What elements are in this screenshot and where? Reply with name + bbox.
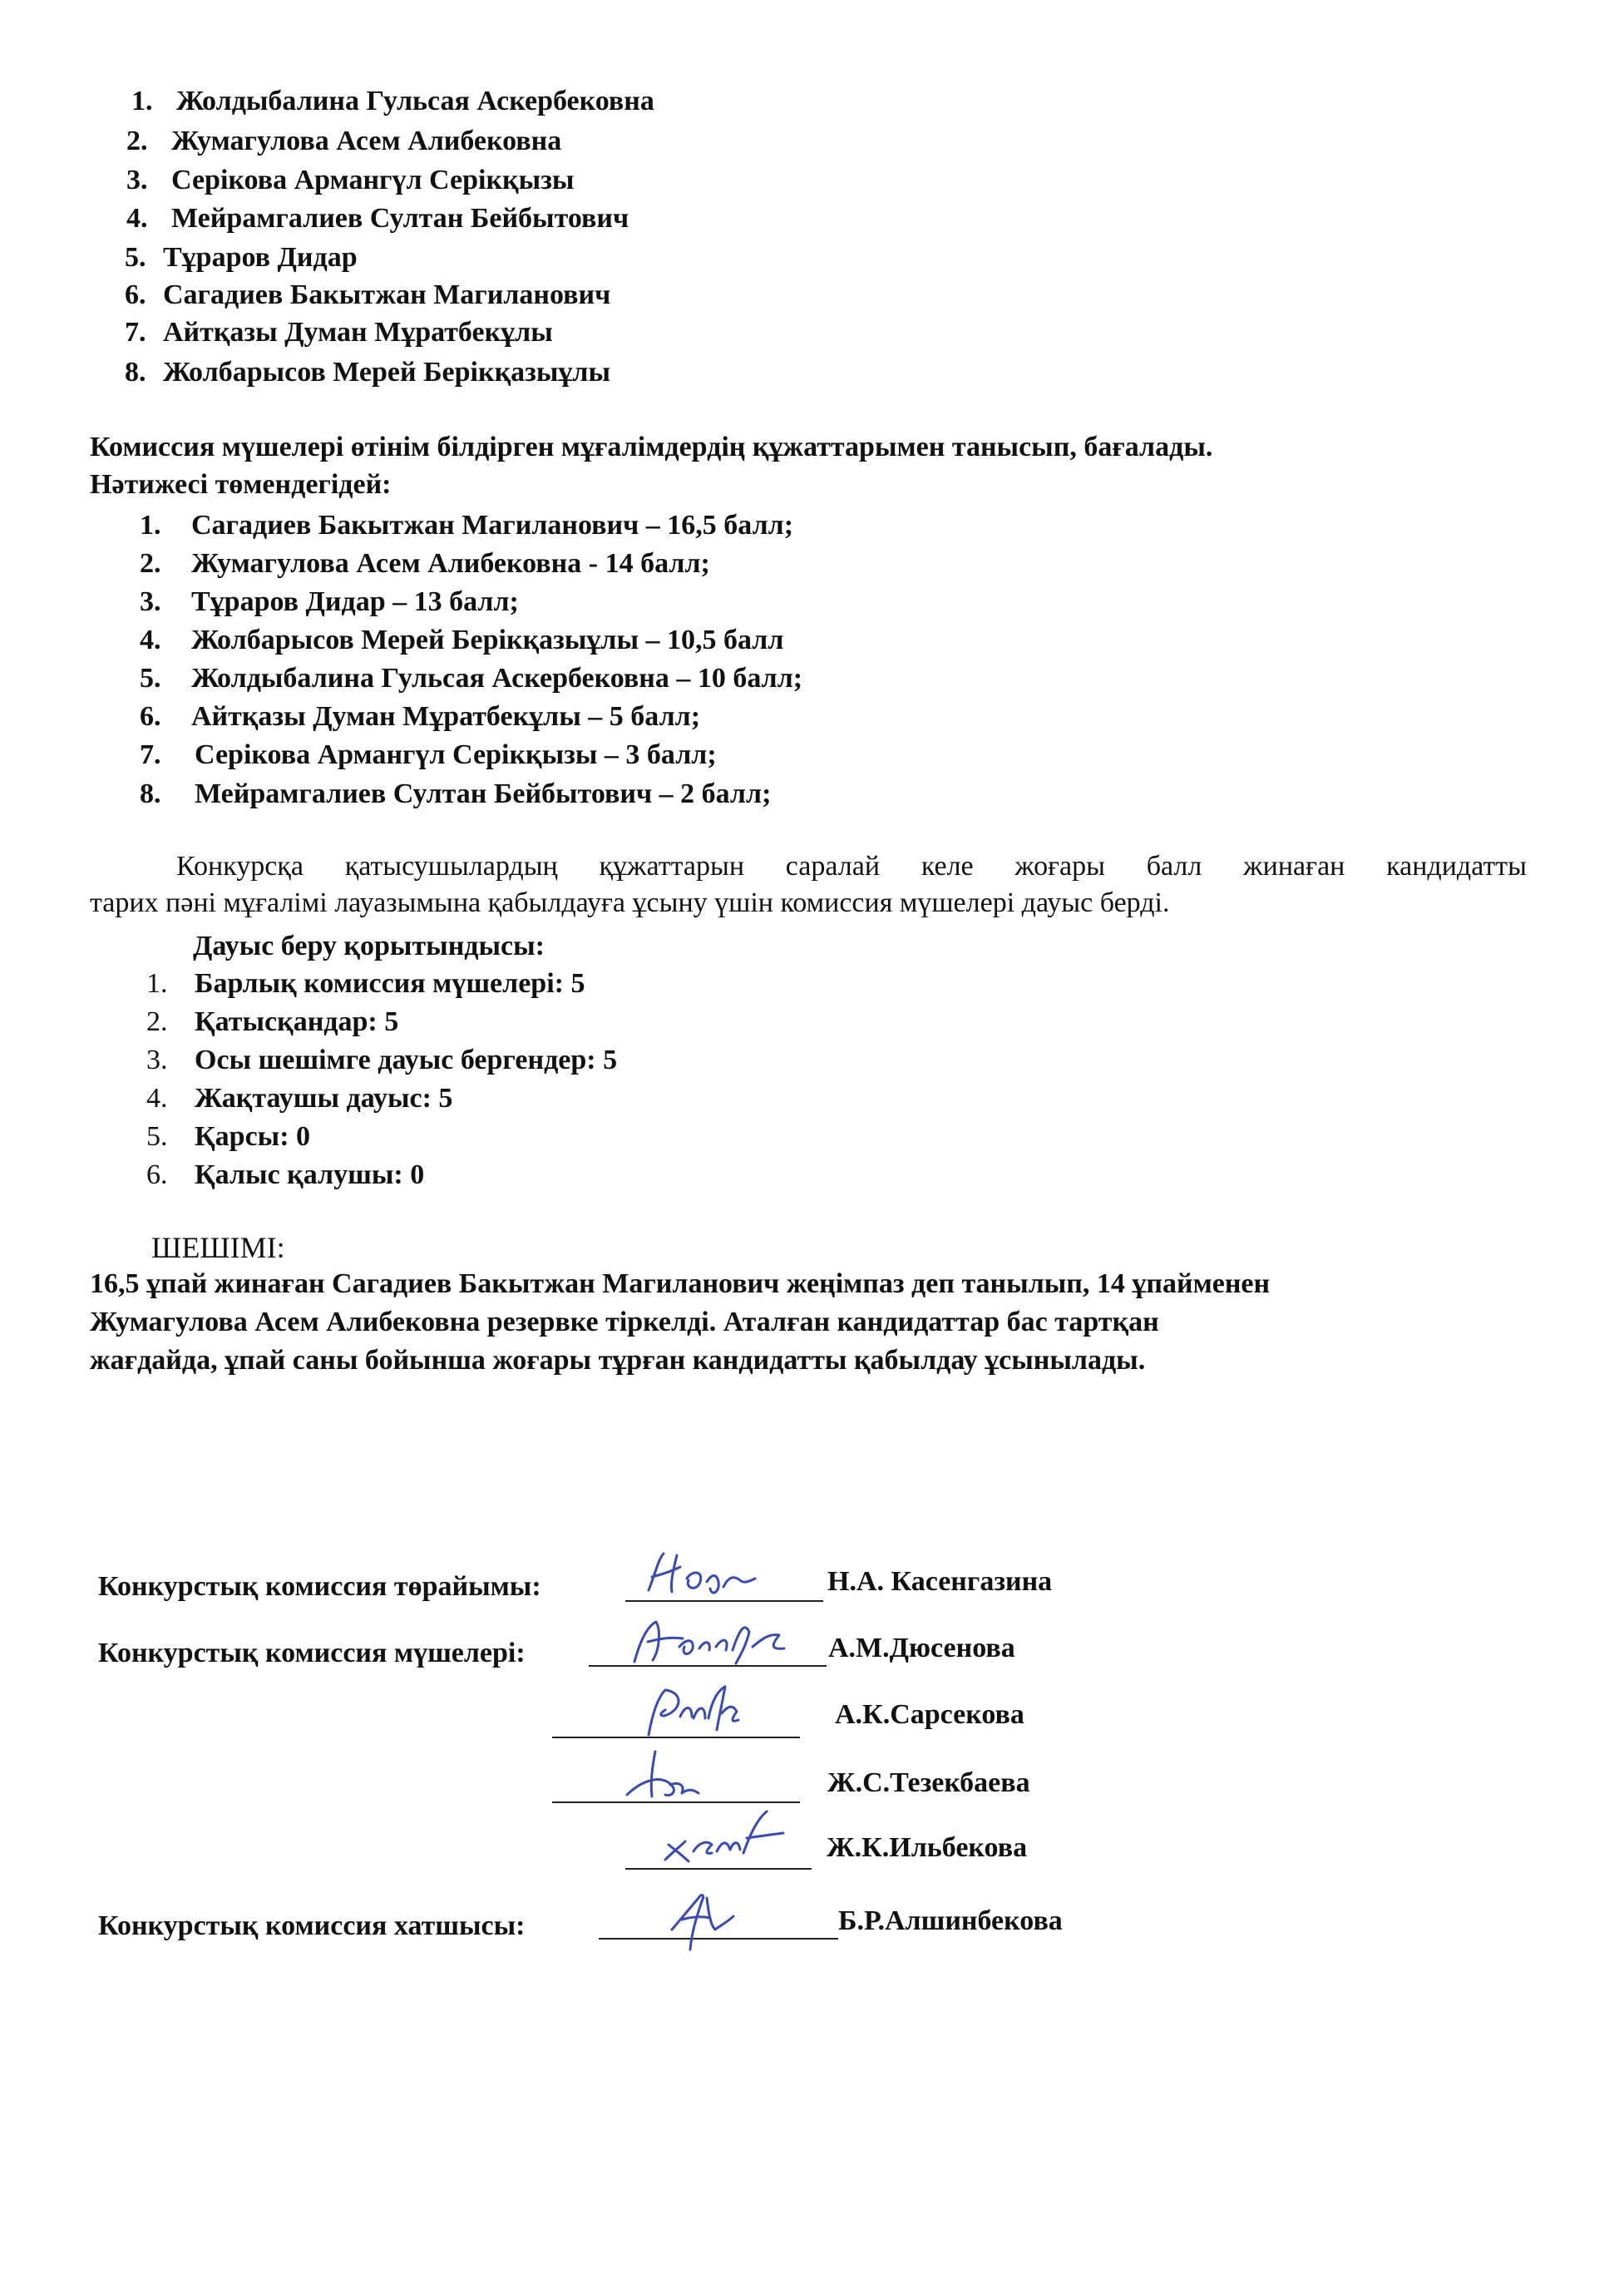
member-name: Ж.С.Тезекбаева [827, 1767, 1030, 1798]
chair-name: Н.А. Касенгазина [827, 1566, 1053, 1597]
decision-text: жағдайда, ұпай саны бойынша жоғары тұрған кандидатты қабылдау ұсынылады. [90, 1345, 1146, 1376]
list-item: 8. Жолбарысов Мерей Берікқазыұлы [125, 357, 611, 388]
evaluation-subtitle: Нәтижесі төмендегідей: [90, 469, 392, 500]
decision-text: Жумагулова Асем Алибековна резервке тіркелді. Аталған кандидаттар бас тартқан [90, 1307, 1159, 1337]
decision-text: 16,5 ұпай жинаған Сагадиев Бакытжан Магиланович жеңімпаз деп танылып, 14 ұпайменен [90, 1268, 1271, 1299]
chair-label: Конкурстық комиссия төрайымы: [98, 1571, 541, 1602]
decision-title: ШЕШІМІ: [151, 1231, 285, 1264]
list-item: 8. Мейрамгалиев Султан Бейбытович – 2 балл; [140, 778, 772, 809]
secretary-label: Конкурстық комиссия хатшысы: [98, 1910, 526, 1941]
member-name: А.М.Дюсенова [828, 1633, 1015, 1663]
list-item: 3. Осы шешімге дауыс бергендер: 5 [146, 1045, 618, 1075]
list-item: 5. Жолдыбалина Гульсая Аскербековна – 10 балл; [140, 663, 803, 694]
list-item: 5. Қарсы: 0 [146, 1121, 311, 1152]
secretary-name: Б.Р.Алшинбекова [838, 1905, 1063, 1936]
list-item: 1. Барлық комиссия мүшелері: 5 [146, 968, 585, 999]
list-item: 2. Жумагулова Асем Алибековна - 14 балл; [140, 548, 710, 579]
list-item: 3. Серікова Армангүл Серікқызы [126, 165, 575, 195]
list-item: 3. Тұраров Дидар – 13 балл; [140, 586, 519, 617]
list-item: 2. Жумагулова Асем Алибековна [126, 126, 562, 156]
list-item: 4. Жақтаушы дауыс: 5 [146, 1083, 453, 1114]
signature-chair [640, 1549, 807, 1611]
signature-member-4 [657, 1805, 807, 1875]
list-item: 4. Мейрамгалиев Султан Бейбытович [126, 203, 629, 234]
list-item: 4. Жолбарысов Мерей Берікқазыұлы – 10,5 балл [140, 625, 784, 655]
signature-member-1 [628, 1614, 827, 1676]
list-item: 1. Сагадиев Бакытжан Магиланович – 16,5 балл; [140, 510, 794, 541]
list-item: 2. Қатысқандар: 5 [146, 1006, 399, 1037]
member-name: Ж.К.Ильбекова [827, 1832, 1028, 1863]
signature-member-2 [632, 1680, 782, 1746]
list-item: 7. Айтқазы Думан Мұратбекұлы [125, 317, 553, 348]
list-item: 5. Тұраров Дидар [125, 242, 358, 273]
list-item: 6. Сагадиев Бакытжан Магиланович [125, 279, 611, 310]
list-item: 6. Қалыс қалушы: 0 [146, 1159, 425, 1190]
signature-secretary [657, 1883, 757, 1962]
members-label: Конкурстық комиссия мүшелері: [98, 1638, 526, 1668]
voting-title: Дауыс беру қорытындысы: [193, 931, 545, 961]
member-name: А.К.Сарсекова [835, 1699, 1024, 1730]
list-item: 7. Серікова Армангүл Серікқызы – 3 балл; [140, 739, 717, 770]
voting-intro: Конкурсқа қатысушылардың құжаттарын саралай келе жоғары балл жинаған кандидатты тарих пәні мұғалімі лауазымына қабылдауға ұсыну үшін комиссия мүшелері дауыс берді. [90, 851, 1527, 918]
list-item: 1. Жолдыбалина Гульсая Аскербековна [131, 86, 654, 116]
list-item: 6. Айтқазы Думан Мұратбекұлы – 5 балл; [140, 701, 701, 732]
evaluation-text: Комиссия мүшелері өтінім білдірген мұғалімдердің құжаттарымен танысып, бағалады. [90, 432, 1213, 462]
